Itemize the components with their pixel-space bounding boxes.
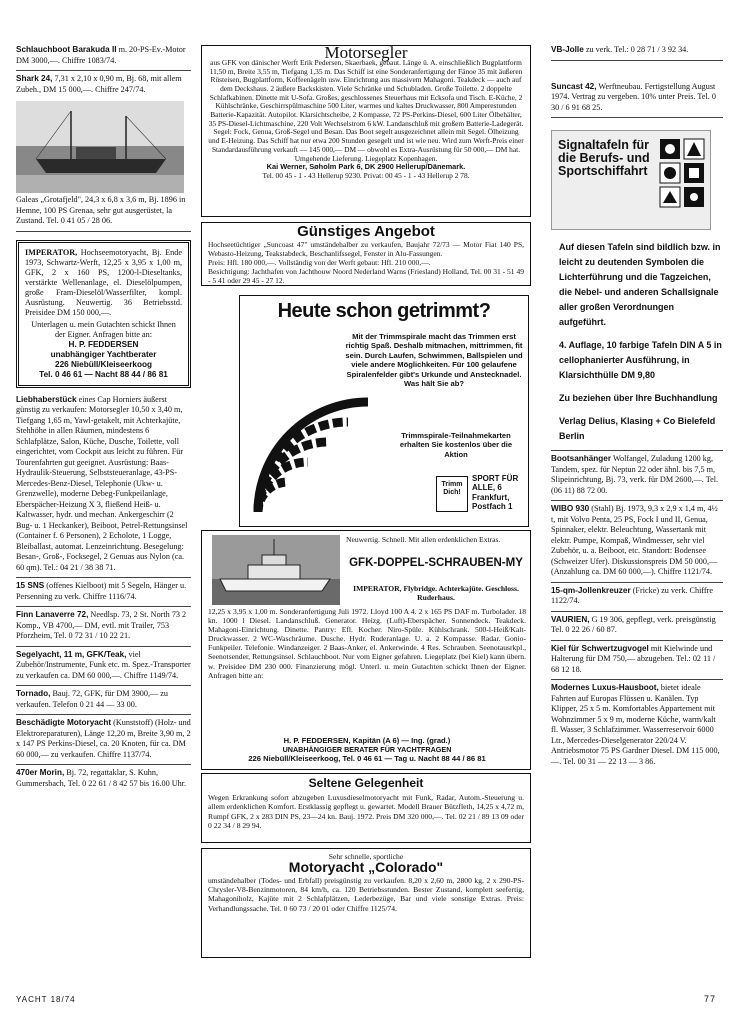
gfk-title: GFK-DOPPEL-SCHRAUBEN-MY (349, 557, 523, 569)
ad-headline: Bootsanhänger (551, 454, 612, 463)
left-column (16, 0, 191, 793)
guenstig-price: Preis: Hfl. 180 000,—. Vollständig von der Werft gebaut: Hfl. 210 000,—. (208, 257, 431, 267)
classified-ad (16, 765, 191, 793)
ad-headline: Modernes Luxus-Hausboot, (551, 683, 659, 692)
motorsegler-ad (201, 45, 531, 217)
ad-text: mit Kielwinde und Halterung für DM 750,— abzugeben. Tel.: 02 11 / 68 12 18. (551, 643, 716, 674)
imperator-tel: Tel. 0 46 61 — Nacht 88 44 / 86 81 (39, 369, 168, 379)
signal-text3: Zu beziehen über Ihre Buchhandlung (559, 393, 718, 403)
seltene-title: Seltene Gelegenheit (308, 776, 424, 790)
classified-ad (551, 42, 723, 61)
imperator-box (16, 240, 191, 388)
colorado-title: Motoryacht „Colorado" (288, 858, 444, 875)
guenstig-title: Günstiges Angebot (297, 223, 435, 240)
ad-text: bietet ideale Fahrten auf Europas Flüssen u. Kanälen. Typ Klipper, 25 x 5 m. Komfortables Appartement mit Wohnzimmer 5 x 9 m, moderne Küche, warm/kalt fl. Wasser, 3 Schlafzimmer. Wasserreservoir 6000 Ltr., Mercedes-Dieselgenerator 220/24 V. Antriebsmotor 75 PS Gardner Diesel. DM 115 000,—. Tel. 00 31 — 22 13 — 3 86. (551, 683, 720, 766)
book-cover (551, 130, 711, 230)
classified-ad (16, 686, 191, 715)
ad-text: Bauj. 72, GFK, für DM 3900,— zu verkaufen. Telefon 0 21 44 — 33 00. (16, 689, 168, 709)
ad-headline: 470er Morin, (16, 768, 65, 777)
middle-column (197, 0, 537, 1012)
trimm-org: SPORT FÜR ALLE, 6 Frankfurt, Postfach 1 (472, 474, 519, 512)
right-column (551, 0, 723, 771)
signal-text4: Verlag Delius, Klasing + Co Bielefeld Berlin (559, 416, 716, 441)
galeas-caption: Galeas „Grotafjeld", 24,3 x 6,8 x 3,6 m, Bj. 1896 in Hemne, 100 PS Grenaa, sehr gut ausgerüstet, la Zustand. Tel. 0 41 05 / 28 06. (16, 193, 191, 232)
ad-text: Werftneubau. Fertigstellung August 1974. Vertrag zu vergeben. 10% unter Preis. Tel. 0 30 / 6 91 68 25. (551, 81, 716, 112)
classified-ad (16, 607, 191, 647)
ad-headline: Suncast 42, (551, 81, 597, 91)
page-number: 77 (703, 994, 716, 1004)
classified-ad (551, 79, 723, 119)
ship-illustration (16, 101, 184, 193)
classified-ad (16, 42, 191, 71)
imperator-sub: unabhängiger Yachtberater (50, 349, 157, 359)
motorsegler-title: Motorsegler (324, 43, 408, 62)
ad-headline: 15 SNS (16, 581, 45, 590)
ad-headline: Shark 24, (16, 74, 53, 83)
ad-text: G 19 306, gepflegt, verk. preisgünstig Tel. 0 22 26 / 60 87. (551, 614, 716, 634)
trimm-logo: Trimm Dich! (436, 476, 468, 512)
gfk-company: H. P. FEDDERSEN, Kapitän (A 6) — Ing. (grad.) (283, 736, 451, 745)
signaltafeln-ad (551, 130, 723, 451)
classified-ad (16, 392, 191, 579)
trimm-text2: Trimmspirale-Teilnahmekarten erhalten Sie kostenlos über die Aktion (399, 431, 513, 459)
signal-symbols-icon (658, 137, 706, 225)
ad-text: viel Zubehör/Instrumente, Funk etc. m. Spez.-Transporter zu verkaufen ca. DM 60 000,—. Chiffre 1149/74. (16, 649, 191, 680)
colorado-pre: Sehr schnelle, sportliche (328, 852, 404, 861)
classified-ad (551, 680, 723, 771)
ad-text: Needlsp. 73, 2 St. North 73 2 Komp., VB 4700,— DM, evtl. mit Trailer, 753 Pforzheim, Tel. 0 72 31 / 10 22 21. (16, 610, 187, 640)
ad-headline: VAURIEN, (551, 614, 590, 624)
classified-ad (551, 583, 723, 612)
trimm-ad (239, 295, 529, 527)
galeas-photo (16, 101, 184, 193)
ad-text: Bj. 72, regattaklar, S. Kuhn, Gummersbach, Tel. 0 22 61 / 8 42 57 bis 16.00 Uhr. (16, 768, 187, 788)
gfk-addr: 226 Niebüll/Kleiseerkoog, Tel. 0 46 61 — Tag u. Nacht 88 44 / 86 81 (248, 754, 486, 763)
ad-headline: Beschädigte Motoryacht (16, 718, 112, 727)
ad-headline: Liebhaberstück (16, 394, 77, 404)
gfk-text: 12,25 x 3,95 x 1,00 m. Sonderanfertigung Juli 1972. Lloyd 100 A 4. 2 x 165 PS DAF m. Turbolader. 18 kn. 1000 l Diesel. Landanschluß. Generator. Heizg. (Luft)-Eberspächer. Sonnendeck. Teakdeck. Mahagoni-Einrichtung. Dinette. Pantry: Efl. Kocher. Niro-Spüle. Kühlschrank. 500-l-Heiß/Kalt-Druckwasser. 2 WC-Waschräume. Dusche. Hydr. Ruderanlage. U. a. 2 Kompasse. Radar. Gonio-Funkpeiler. Telefonie. Windanzeiger. 2 Baas-Anker, el. Ankerwinde. 4 Res. Schrauben. Seenotausrkpl., Seenotsender, Rettungsinsel. Schlauchboot. Nur vom Eigner gefahren. Liegeplatz (bei Kiel) kann übern. w. Preisidee DM 230 000. Finanzierung mögl. Unterl. u. mein Gutachten schickt Ihnen der Eigner. Anfragen bitte an: (208, 607, 526, 680)
ad-headline: VB-Jolle (551, 45, 584, 54)
ad-headline: Tornado, (16, 689, 51, 698)
guenstig-text: Hochseetüchtiger „Suncoast 47" umständehalber zu verkaufen, Baujahr 72/73 — Motor Fiat 140 PS, Webasto-Heizung, Teakstabdeck, Beschanlifssegel, Fenster in Alu-Fassungen. (208, 239, 524, 258)
imperator-company: H. P. FEDDERSEN (68, 339, 139, 349)
trimm-headline: Heute schon getrimmt? (277, 300, 491, 322)
classified-ad (16, 578, 191, 607)
ad-text: (Fricke) zu verk. Chiffre 1122/74. (551, 585, 714, 605)
ad-text: zu verk. Tel.: 0 28 71 / 3 92 34. (585, 45, 689, 54)
classified-ad (551, 612, 723, 641)
motorsegler-contact: Kai Werner, Søholm Park 6, DK 2900 Hellerup/Dänemark. (266, 162, 466, 172)
gfk-sub2: UNABHÄNGIGER BERATER FÜR YACHTFRAGEN (282, 745, 452, 754)
classified-ad (16, 647, 191, 687)
colorado-text: umständehalber (Todes- und Erbfall) preisgünstig zu verkaufen. 8,20 x 2,60 m, 2800 kg, 2 x 290-PS-Chrysler-V8-Benzinmotoren, 84 km/h, ca. 120 Betriebsstunden. Bester Zustand, komplett seefertig, Mahagoniholz, Kajüte mit 2 Schlafplätzen, Lederbezüge, Bar und viele sonstige Extras. Preis: Verhandlungssache. Tel. 0 60 73 / 20 01 oder Chiffre 1125/74. (208, 875, 524, 913)
motoryacht-illustration (212, 535, 340, 605)
seltene-gelegenheit-ad (201, 773, 531, 843)
book-cover-title: Signaltafeln für die Berufs- und Sportschiffahrt (558, 138, 650, 178)
gfk-sub: IMPERATOR, Flybridge. Achterkajüte. Geschloss. Ruderhaus. (353, 584, 519, 602)
classified-ad (16, 71, 191, 99)
imperator-addr: 226 Niebüll/Kleiseerkoog (55, 359, 152, 369)
ad-text: m. 20-PS-Ev.-Motor DM 3000,—. Chiffre 1083/74. (16, 45, 186, 65)
ad-text: eines Cap Horniers äußerst günstig zu verkaufen: Motorsegler 10,50 x 3,40 m, Tiefgang 1,65 m, Yawl-getakelt, mit Achterkajüte, Stehhöhe in allen Räumen, mindestens 6 Schlafplätze, Salon, Küche, Dusche, Toilette, voll eingerichtet, vom Cockpit aus leicht zu führen. Für Tourenfahrten gut geeignet. Ausrüstung: Baas-Hydraulik-Steuerung, Selbststeueranlage, 43-PS-Mercedes-Benz-Diesel, Telephonie (Ukw- u. Grenzwelle), moderne Debeg-Funkpeilanlage, Eberspächer-Heizung X 3, fließend Heiß- u. Kaltwasser, hydr. und mechan. Ankergeschirr (2 Bug- u. 1 Heckanker), Beiboot, Petrel-Rettungsinsel (Container f. 6 Personen), 2 Echolote, 1 Logge, Bleiballast, automat. Lenzeinrichtung. Besegelung: Besan-, Groß-, Focksegel, 2 Genuas aus Nylon (ca. 60 qm). Tel.: 04 21 / 38 38 71. (16, 394, 188, 572)
signal-text1: Auf diesen Tafeln sind bildlich bzw. in leicht zu deutenden Symbolen die Lichterführung und die Tagzeichen, die Nebel- und anderen Schallsignale aller großen Verordnungen aufgeführt. (559, 242, 721, 327)
imperator-title: IMPERATOR, (25, 247, 78, 257)
imperator-text: Hochseemotoryacht, Bj. Ende 1973, Schwartz-Werft, 12,25 x 3,95 x 1,00 m, GFK, 2 x 160 PS, 1200-l-Dieseltanks, verstärkte Wellenanlage, el. Dieselölpumpen, große Fram-Dieselöl/Wasserfilter, kompl. Ausrüstung. Neuwertig. 36 Betriebsstd. Preisidee DM 150 000,—. (25, 247, 182, 317)
gfk-doppelschrauben-ad (201, 530, 531, 770)
yacht-photo (212, 535, 340, 605)
classified-ad (551, 641, 723, 681)
guenstiges-angebot-ad (201, 222, 531, 286)
ad-text: (Kunststoff) (Holz- und Elektroreparaturen), Länge 12,20 m, Breite 3,90 m, 2 x 147 PS Perkins-Diesel, ca. 20 Knoten, für ca. DM 60 000,— zu verkaufen. Chiffre 1137/74. (16, 718, 191, 759)
ad-headline: Segelyacht, 11 m, GFK/Teak, (16, 649, 127, 659)
guenstig-besichtigung: Besichtigung: Jachthafen von Jachthouw Noord Nederland Warns (Friesland) Holland, Tel. 00 31 - 51 49 - 5 41 oder 29 45 - 27 12. (208, 266, 524, 285)
ad-headline: Finn Lanaverre 72, (16, 610, 89, 619)
ad-headline: 15-qm-Jollenkreuzer (551, 585, 631, 595)
signal-text2: 4. Auflage, 10 farbige Tafeln DIN A 5 in cellophanierter Ausführung, in Klarsichthülle DM 9,80 (559, 340, 722, 380)
classified-ad (551, 501, 723, 583)
classified-ad (16, 715, 191, 765)
colorado-ad (201, 848, 531, 958)
ad-headline: WIBO 930 (551, 504, 590, 513)
ad-text: (offenes Kielboot) mit 5 Segeln, Hänger u. Persenning zu verk. Chiffre 1116/74. (16, 581, 187, 601)
gfk-intro: Neuwertig. Schnell. Mit allen erdenklichen Extras. (346, 535, 501, 544)
imperator-note: Unterlagen u. mein Gutachten schickt Ihnen der Eigner. Anfragen bitte an: (31, 319, 176, 339)
classified-ad (551, 451, 723, 501)
ad-text: 7,31 x 2,10 x 0,90 m, Bj. 68, mit allem Zubeh., DM 15 000,—. Chiffre 247/74. (16, 74, 182, 94)
ad-text: (Stahl) Bj. 1973, 9,3 x 2,9 x 1,4 m, 4½ t, mit Volvo Penta, 25 PS, Fock I und II, Genua, Spinnaker, elektr. Beleuchtung, Wassertank mit elektr. Pumpe, Kompaß, Windmesser, sehr viel Zubehör, u. a. Beiboot, etc. Standort: Bodensee (Schweizer Ufer). Diskussionspreis DM 50 000,— (Anzahlung ca. DM 60 000,—). Chiffre 1121/74. (551, 504, 718, 576)
motorsegler-tel: Tel. 00 45 - 1 - 43 Hellerup 9230. Privat: 00 45 - 1 - 43 Hellerup 2 78. (262, 170, 470, 180)
footer-magazine: YACHT 18/74 (16, 995, 76, 1004)
motorsegler-text: aus GFK von dänischer Werft Erik Pedersen, Skaerbaek, gebaut. Länge ü. A. einschließlich Bugplattform 11,50 m, Breite 3,55 m, Tiefgang 1,35 m. Das Schiff ist eine Sonderanfertigung der Fänoe 35 mit äußeren Rüsteisen, Bugplattform, Koffeenägeln usw. Einrichtung aus massivem Mahagoni. Teakdeck — auch auf dem Deckshaus. 2 äußere Backskisten. Viele Schränke und Schubladen. Große Toilette. 2 doppelte Schlafkabinen. Dinette mit U-Sofa. Großes, geschlossenes Steuerhaus mit Ecksofa und Tisch. E-Küche, 2 Kühlschränke, Geschirrspülmaschine 500 Liter, warmes und kaltes Druckwasser, 800 Amperestunden Batterie-Kapazität. Autopilot. Klarsichtscheibe, 2 Kompasse, 72 PS-Perkins-Diesel, 600 Liter Ölbehälter, 35 PS-Diesel-Lichtmaschine, 220 Volt Wechselstrom 6 kW. Landanschluß mit großem Batterie-Ladegerät. Segel: Fock, Genua, Groß-Segel und Besan. Das Boot segelt ausgezeichnet allein mit Segel. Ölheizung und E-Heizung. Das Schiff hat nur etwa 200 Stunden gesegelt und ist wie neu. Wird zum Werft-Preis einer Standardausführung verkauft — 145 000,— DM — obwohl es Extra-Ausrüstung für 50 000,— DM hat. Umgehende Lieferung. Liegeplatz Kopenhagen. (208, 57, 524, 163)
ad-text: Wolfangel, Zuladung 1200 kg, Tandem, spez. für Neptun 22 oder ähnl. bis 7,5 m, Slipeinrichtung, Bj. 73, verk. für DM 2600,—. Tel. (06 11) 88 72 00. (551, 454, 719, 495)
seltene-text: Wegen Erkrankung sofort abzugeben Luxusdieselmotoryacht mit Funk, Radar, Autom.-Steuerung u. allem erdenklichen Komfort. Erstklassig gepflegt u. gewartet. Modell Brauer Bützfleth, 14,25 x 4,72 m, Rumpf GFK, 2 x 283 DIN PS, 23—24 kn. Bauj. 1972. Preis DM 320 000,—. Tel. 02 21 / 89 13 09 oder 0 22 34 / 8 29 94. (208, 792, 524, 831)
ad-headline: Schlauchboot Barakuda II (16, 45, 117, 54)
trimm-text: Mit der Trimmspirale macht das Trimmen erst richtig Spaß. Deshalb mitmachen, mittrimmen, fit sein. Durch Laufen, Schwimmen, Ballspielen und viele andere Möglichkeiten. Für 100 gelaufene Spiralenfelder gibt's Urkunde und Anstecknadel. Was hält Sie ab? (345, 332, 523, 389)
ad-headline: Kiel für Schwertzugvogel (551, 643, 649, 653)
